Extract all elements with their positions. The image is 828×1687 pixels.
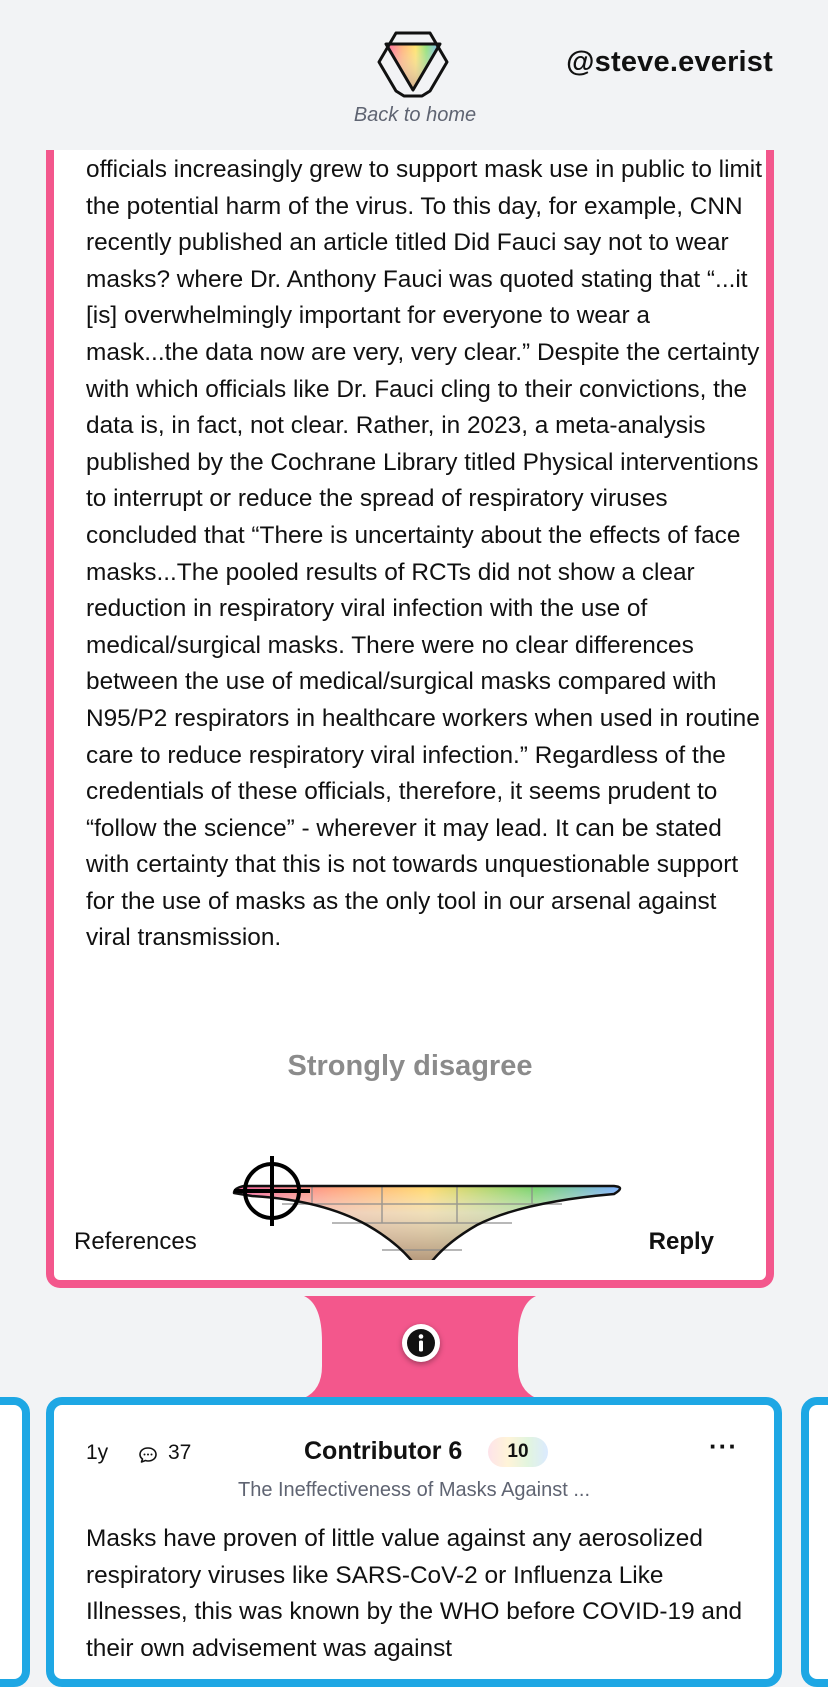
app-header	[0, 0, 828, 150]
back-to-home-link[interactable]: Back to home	[353, 104, 477, 126]
info-icon	[402, 1324, 440, 1362]
crosshair-icon[interactable]	[234, 1156, 310, 1226]
post-body: officials increasingly grew to support mask use in public to limit the potential harm of the virus. To this day, for example, CNN recently published an article titled Did Fauci say not to wear masks? where Dr. Anthony Fauci was quoted stating that “...it [is] overwhelmingly important for everyone to wear a mask...the data now are very, very clear.” Despite the certainty with which officials like Dr. Fauci cling to their convictions, the data is, in fact, not clear. Rather, in 2023, a meta-analysis published by the Cochrane Library titled Physical interventions to interrupt or reduce the spread of respiratory viruses concluded that “There is uncertainty about the effects of face masks...The pooled results of RCTs did not show a clear reduction in respiratory viral infection with the use of medical/surgical masks. There were no clear differences between the use of medical/surgical masks compared with N95/P2 respirators in healthcare workers when used in routine care to reduce respiratory viral infection.” Regardless of the credentials of these officials, therefore, it seems prudent to “follow the science” - wherever it may lead. It can be stated with certainty that this is not towards unquestionable support for the use of masks as the only tool in our arsenal against viral transmission.	[86, 156, 763, 952]
comment-icon	[138, 1445, 158, 1465]
post-card	[46, 110, 774, 1288]
comment-card[interactable]	[46, 1397, 782, 1687]
username[interactable]: @steve.everist	[566, 46, 773, 78]
references-button[interactable]: References	[74, 1228, 197, 1255]
logo-icon[interactable]	[376, 30, 450, 100]
next-comment-card[interactable]	[801, 1397, 828, 1687]
previous-comment-card[interactable]	[0, 1397, 30, 1687]
agreement-label: Strongly disagree	[287, 1050, 533, 1082]
comment-age: 1y	[86, 1441, 109, 1464]
reply-button[interactable]: Reply	[648, 1228, 714, 1255]
agreement-meter[interactable]	[222, 1090, 622, 1260]
comment-body: Masks have proven of little value against any aerosolized respiratory viruses like SARS-CoV-2 or Influenza Like Illnesses, this was known by the WHO before COVID-19 and their own advisement was against	[86, 1525, 743, 1662]
parent-post-title[interactable]: The Ineffectiveness of Masks Against ...	[237, 1479, 591, 1501]
score-badge: 10	[488, 1437, 548, 1467]
comment-author[interactable]: Contributor 6	[304, 1437, 463, 1465]
more-icon[interactable]: ···	[709, 1431, 738, 1461]
comment-count[interactable]: 37	[168, 1441, 192, 1464]
info-button[interactable]	[402, 1324, 440, 1362]
